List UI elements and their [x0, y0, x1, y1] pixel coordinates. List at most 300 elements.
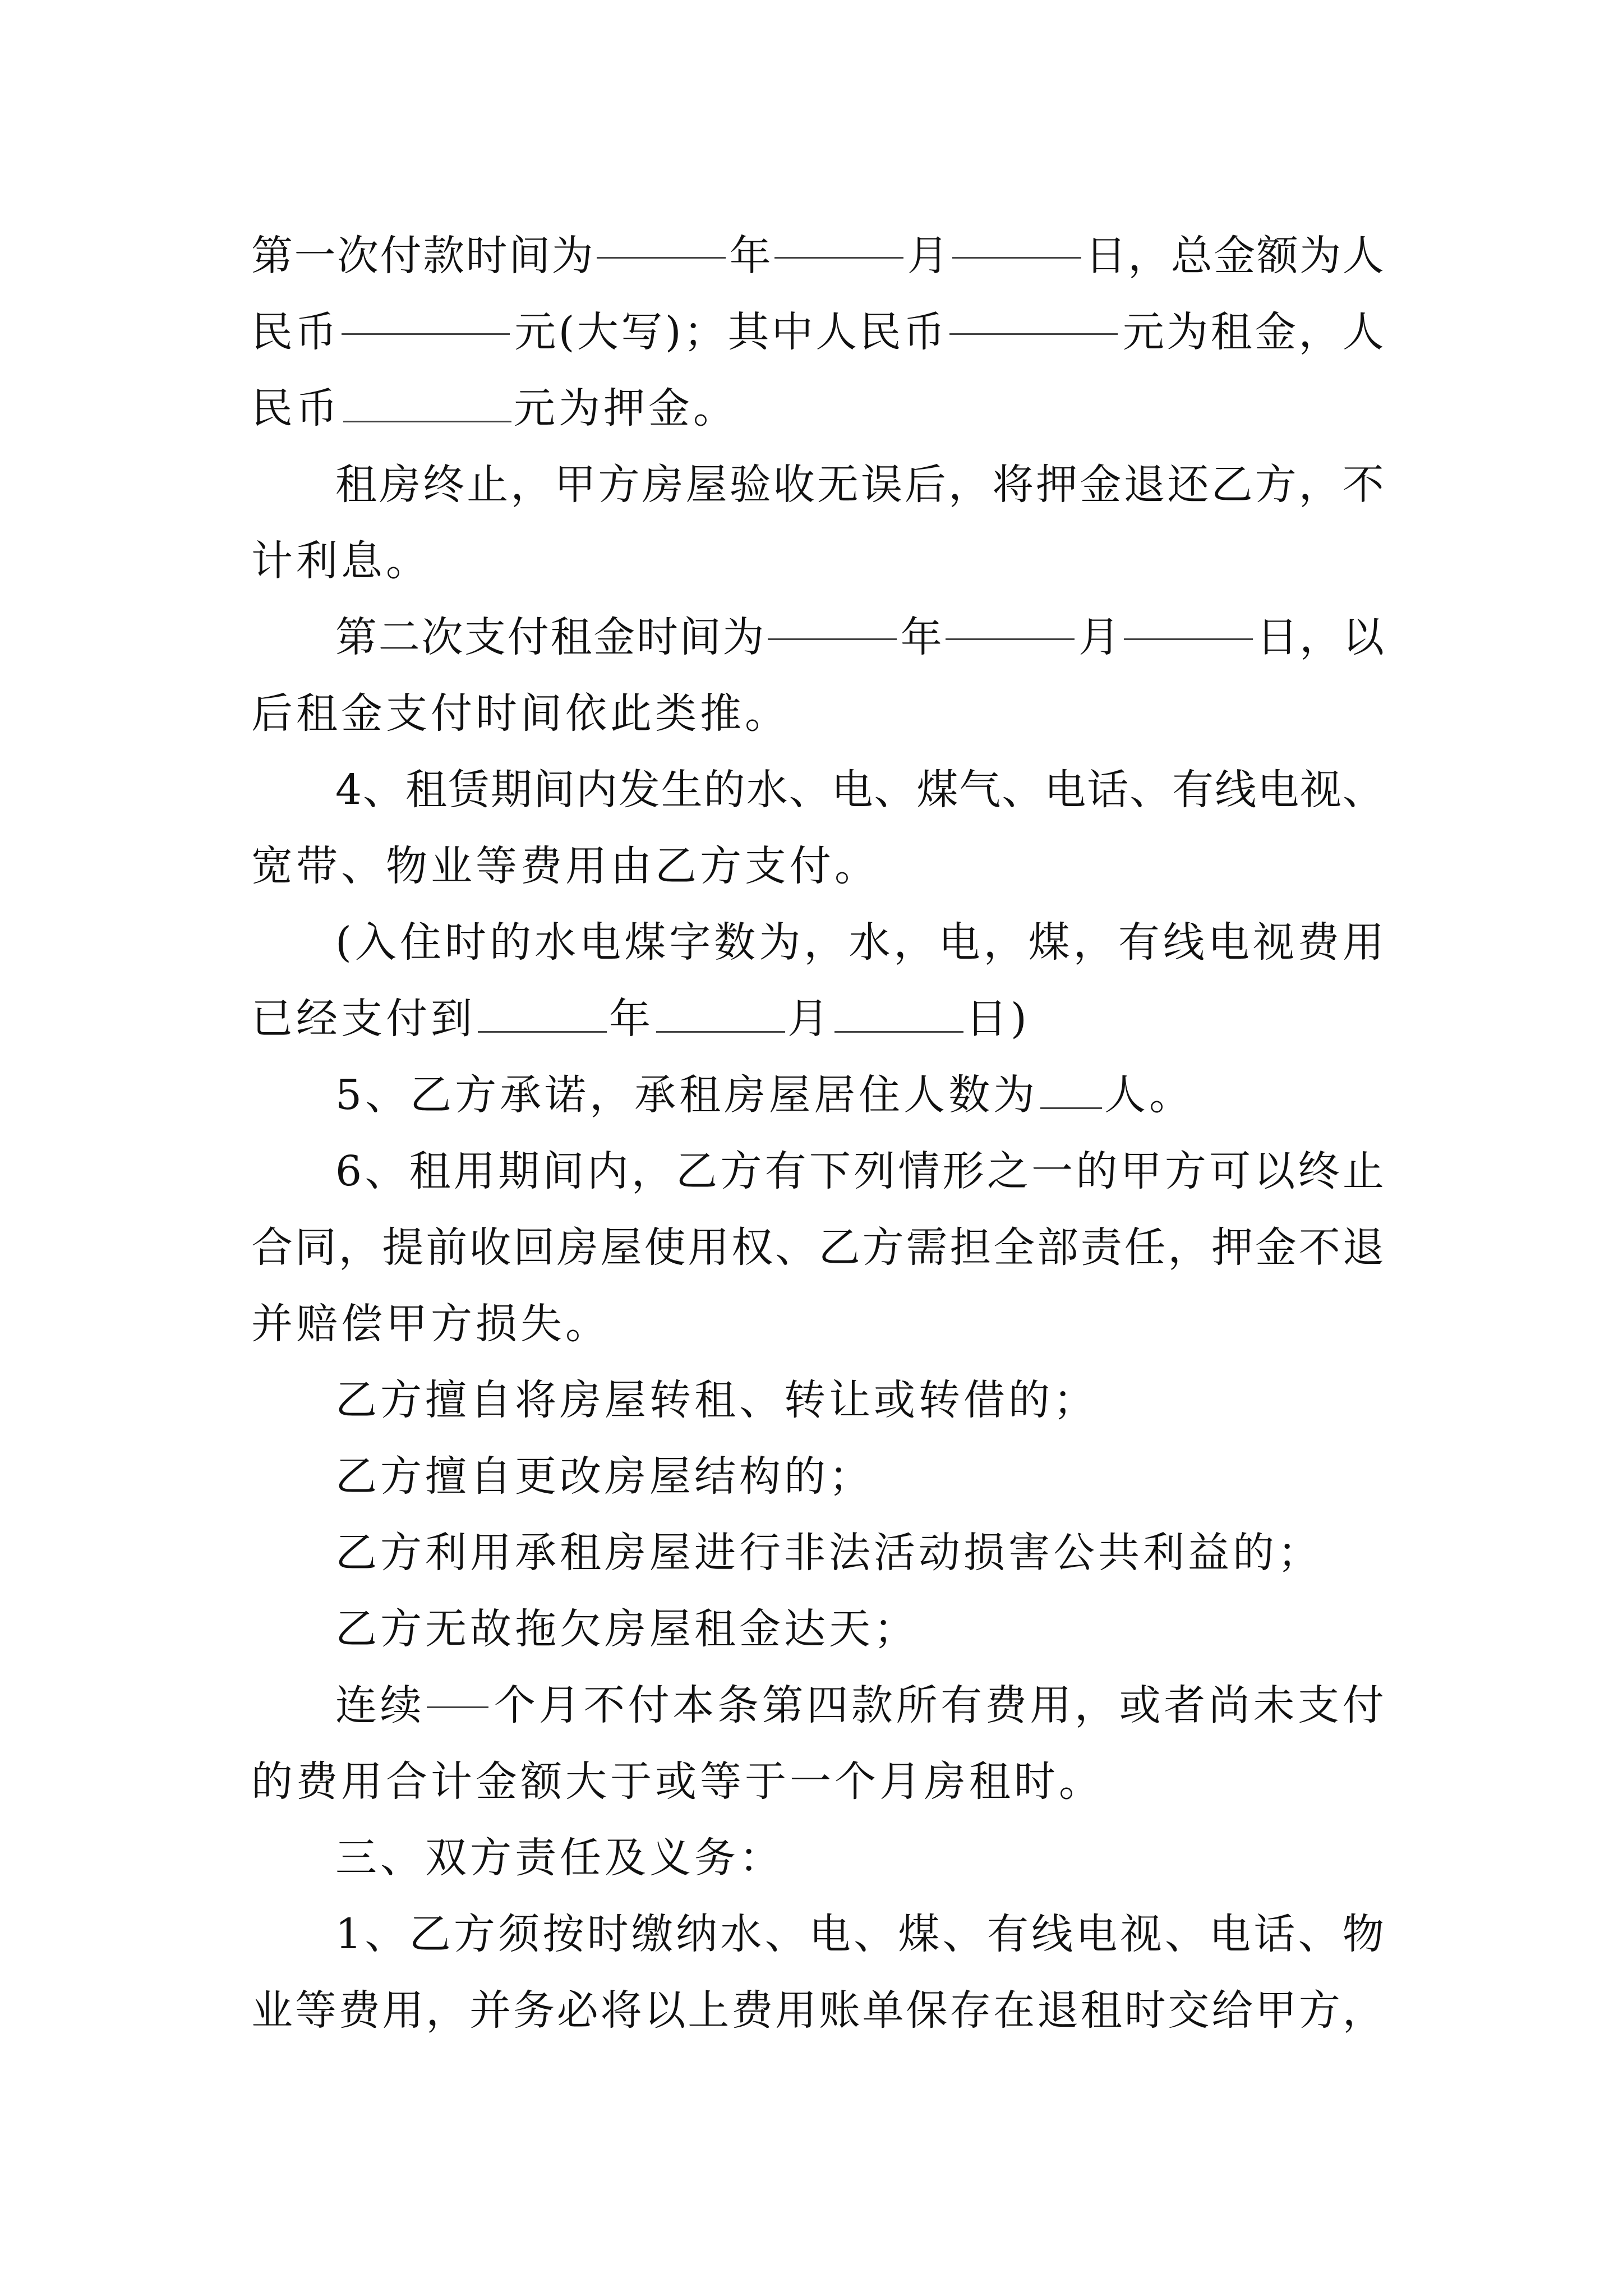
text-char: 等: [294, 1986, 336, 2035]
text-char: 上: [688, 1986, 730, 2035]
text-char: 话: [1253, 1910, 1295, 1958]
fill-in-blank: [597, 218, 726, 259]
text-char: 人: [1342, 308, 1384, 356]
text-char: 乙: [676, 1147, 718, 1195]
text-char: 中: [771, 308, 813, 356]
fill-in-blank: [342, 294, 510, 335]
text-char: 押: [1211, 1223, 1253, 1272]
text-char: 4: [335, 766, 362, 814]
text-segment: 乙方利用承租房屋进行非法活动损害公共利益的；: [335, 1529, 1322, 1577]
text-segment: 人。: [1104, 1071, 1195, 1119]
text-char: 、: [874, 766, 916, 814]
text-char: 方: [1164, 1147, 1206, 1195]
text-char: 物: [1342, 1910, 1384, 1958]
text-char: 、: [774, 1223, 817, 1272]
text-char: 缴: [631, 1910, 673, 1958]
text-char: 甲: [554, 461, 596, 509]
text-char: 费: [338, 1986, 380, 2035]
document-body: [251, 218, 1384, 2049]
text-char: 的: [1076, 1147, 1118, 1195]
text-char: 生: [661, 766, 703, 814]
fill-in-blank: [768, 599, 897, 640]
text-char: 用: [688, 1223, 730, 1272]
text-char: 月: [907, 232, 949, 280]
text-char: 第: [335, 613, 377, 661]
text-char: 可: [1209, 1147, 1251, 1195]
text-char: 验: [729, 461, 771, 509]
text-char: 时: [445, 918, 487, 967]
text-char: 金: [1255, 1223, 1297, 1272]
text-char: 回: [513, 1223, 555, 1272]
text-char: 收: [773, 461, 815, 509]
text-char: 间: [533, 766, 575, 814]
text-char: 第: [251, 232, 293, 280]
text-line: [251, 370, 1384, 447]
text-char: 有: [764, 1147, 806, 1195]
text-char: 的: [490, 918, 532, 967]
text-char: ，: [1299, 613, 1341, 661]
text-char: 话: [1087, 766, 1129, 814]
text-char: 水: [534, 918, 577, 967]
text-char: 不: [1298, 1223, 1340, 1272]
text-char: (: [335, 918, 352, 967]
text-char: 电: [579, 918, 621, 967]
text-char: 一: [1031, 1147, 1073, 1195]
text-char: ；: [684, 308, 725, 356]
text-line: [251, 1362, 1384, 1438]
text-segment: 月: [787, 995, 832, 1043]
text-char: 民: [251, 308, 293, 356]
text-char: 以: [1342, 613, 1384, 661]
text-char: 所: [896, 1681, 938, 1729]
text-char: 为: [722, 613, 764, 661]
text-char: 线: [1215, 766, 1257, 814]
text-char: 有: [1118, 918, 1160, 967]
text-char: 情: [898, 1147, 940, 1195]
text-char: 、: [942, 1910, 984, 1958]
text-char: 必: [556, 1986, 598, 2035]
text-line: [251, 752, 1384, 828]
text-char: 年: [900, 613, 942, 661]
text-char: 有: [986, 1910, 1029, 1958]
text-char: 时: [587, 1910, 629, 1958]
text-char: 电: [1076, 1910, 1118, 1958]
text-char: 视: [1252, 918, 1294, 967]
text-char: 租: [1210, 308, 1252, 356]
text-char: ，: [1075, 1681, 1116, 1729]
text-line: [251, 981, 1384, 1057]
text-char: 甲: [1120, 1147, 1162, 1195]
text-char: 额: [1256, 232, 1298, 280]
text-line: [251, 599, 1384, 675]
text-char: 线: [1031, 1910, 1073, 1958]
text-segment: 元为押金。: [514, 384, 738, 432]
text-char: 未: [1253, 1681, 1295, 1729]
text-char: 日: [1085, 232, 1127, 280]
text-char: 视: [1120, 1910, 1162, 1958]
text-char: ，: [1342, 1986, 1384, 2035]
text-char: 民: [859, 308, 901, 356]
text-char: 付: [628, 1681, 670, 1729]
text-char: 、: [789, 766, 831, 814]
text-char: 条: [717, 1681, 759, 1729]
fill-in-blank: [952, 218, 1081, 259]
text-line: [251, 1972, 1384, 2049]
text-char: 不: [583, 1681, 625, 1729]
text-char: 给: [1211, 1986, 1253, 2035]
text-char: ，: [338, 1223, 380, 1272]
text-char: 用: [382, 1986, 424, 2035]
text-char: 房: [556, 1223, 598, 1272]
text-char: 费: [1297, 918, 1339, 967]
text-char: 权: [731, 1223, 773, 1272]
text-char: 方: [453, 1910, 495, 1958]
text-char: 字: [669, 918, 711, 967]
text-char: 人: [815, 308, 857, 356]
text-char: 方: [1298, 1986, 1340, 2035]
fill-in-blank: [774, 218, 903, 259]
text-char: 退: [1036, 1986, 1078, 2035]
text-char: 电: [1209, 1910, 1251, 1958]
text-segment: 5、乙方承诺，承租房屋居住人数为: [335, 1071, 1039, 1119]
text-char: 、: [764, 1910, 806, 1958]
text-char: 期: [490, 766, 532, 814]
text-char: 费: [731, 1986, 773, 2035]
text-char: 列: [854, 1147, 896, 1195]
text-segment: 年: [609, 995, 654, 1043]
text-char: 款: [851, 1681, 893, 1729]
text-char: ，: [893, 918, 935, 967]
text-char: 续: [380, 1681, 422, 1729]
text-char: 内: [587, 1147, 629, 1195]
text-char: 线: [1163, 918, 1205, 967]
text-char: 有: [1172, 766, 1214, 814]
text-char: 租: [409, 1147, 451, 1195]
text-char: 1: [335, 1910, 362, 1958]
text-char: 终: [1298, 1147, 1340, 1195]
text-line: [251, 1515, 1384, 1591]
text-char: 金: [1080, 461, 1122, 509]
text-char: 务: [513, 1986, 555, 2035]
text-char: 费: [985, 1681, 1027, 1729]
text-char: 次: [337, 232, 379, 280]
text-char: 用: [774, 1986, 817, 2035]
text-char: 单: [862, 1986, 904, 2035]
text-char: 金: [593, 613, 635, 661]
text-char: 提: [382, 1223, 424, 1272]
fill-in-blank: [1040, 1068, 1102, 1109]
text-char: 为: [759, 918, 801, 967]
text-char: 、: [1342, 766, 1384, 814]
text-char: 全: [993, 1223, 1035, 1272]
text-char: 时: [636, 613, 678, 661]
text-line: [251, 1438, 1384, 1515]
text-char: 期: [498, 1147, 540, 1195]
text-char: 尚: [1208, 1681, 1250, 1729]
text-char: 以: [644, 1986, 686, 2035]
text-line: [251, 294, 1384, 370]
fill-in-blank: [946, 599, 1075, 640]
text-line: [251, 1133, 1384, 1209]
text-line: [251, 904, 1384, 981]
text-char: 四: [806, 1681, 849, 1729]
text-char: 大: [577, 308, 619, 356]
text-char: 元: [1122, 308, 1164, 356]
text-char: 间: [509, 232, 551, 280]
text-char: 形: [942, 1147, 984, 1195]
text-char: 需: [906, 1223, 948, 1272]
text-char: ，: [1168, 1223, 1210, 1272]
text-char: 电: [1044, 766, 1086, 814]
text-char: 部: [1036, 1223, 1078, 1272]
text-char: 间: [679, 613, 721, 661]
text-char: 、: [854, 1910, 896, 1958]
text-char: 水: [746, 766, 788, 814]
text-char: 电: [809, 1910, 851, 1958]
text-char: 任: [1124, 1223, 1166, 1272]
text-char: 收: [469, 1223, 511, 1272]
text-char: 金: [1255, 308, 1297, 356]
text-char: 煤: [898, 1910, 940, 1958]
text-char: ，: [1298, 461, 1340, 509]
text-char: 二: [378, 613, 420, 661]
text-line: [251, 1591, 1384, 1667]
text-char: 业: [251, 1986, 293, 2035]
text-char: 支: [464, 613, 506, 661]
text-char: 为: [1166, 308, 1209, 356]
text-char: 付: [380, 232, 422, 280]
text-char: 终: [423, 461, 465, 509]
text-char: 方: [720, 1147, 762, 1195]
fill-in-blank: [949, 294, 1118, 335]
text-char: 发: [618, 766, 660, 814]
text-char: 之: [986, 1147, 1029, 1195]
text-line: [251, 1209, 1384, 1286]
text-char: 止: [467, 461, 509, 509]
text-char: 、: [1298, 1910, 1340, 1958]
text-char: ): [665, 308, 681, 356]
text-char: 押: [1036, 461, 1078, 509]
text-char: 止: [1342, 1147, 1384, 1195]
text-char: ，: [804, 918, 846, 967]
text-char: ，: [510, 461, 552, 509]
text-char: 一: [294, 232, 336, 280]
text-char: 方: [1255, 461, 1297, 509]
fill-in-blank: [1124, 599, 1253, 640]
text-char: 账: [818, 1986, 860, 2035]
text-char: 下: [809, 1147, 851, 1195]
text-char: 退: [1342, 1223, 1384, 1272]
text-char: 的: [703, 766, 745, 814]
text-char: 6: [335, 1147, 362, 1195]
text-char: 电: [1257, 766, 1299, 814]
text-line: [251, 675, 1384, 752]
text-char: ，: [1298, 308, 1340, 356]
text-segment: 乙方无故拖欠房屋租金达天；: [335, 1605, 919, 1653]
text-char: 方: [598, 461, 640, 509]
text-line: [251, 1820, 1384, 1896]
text-line: [251, 447, 1384, 523]
text-char: 将: [600, 1986, 642, 2035]
text-segment: 宽带、物业等费用由乙方支付。: [251, 842, 879, 890]
text-char: 电: [831, 766, 873, 814]
text-char: 、: [1002, 766, 1044, 814]
text-char: 总: [1170, 232, 1212, 280]
text-char: 煤: [1028, 918, 1070, 967]
text-char: 付: [507, 613, 549, 661]
text-char: 乙: [818, 1223, 860, 1272]
text-char: 时: [1124, 1986, 1166, 2035]
text-char: 须: [498, 1910, 540, 1958]
text-segment: 乙方擅自将房屋转租、转让或转借的；: [335, 1376, 1098, 1424]
text-char: 月: [538, 1681, 580, 1729]
text-line: [251, 1743, 1384, 1820]
text-char: 同: [294, 1223, 336, 1272]
text-char: 内: [575, 766, 617, 814]
text-char: 人: [1342, 232, 1384, 280]
text-line: [251, 828, 1384, 904]
text-char: ，: [1073, 918, 1115, 967]
text-char: 乙: [1211, 461, 1253, 509]
text-char: 并: [469, 1986, 511, 2035]
text-char: 时: [465, 232, 508, 280]
text-char: 月: [1078, 613, 1121, 661]
text-char: 租: [550, 613, 592, 661]
text-char: 用: [1342, 918, 1384, 967]
text-char: 数: [714, 918, 756, 967]
text-char: 或: [1119, 1681, 1161, 1729]
text-char: 存: [949, 1986, 992, 2035]
text-char: 写: [621, 308, 663, 356]
text-char: 退: [1123, 461, 1165, 509]
text-segment: 日): [966, 995, 1030, 1043]
text-char: 电: [1207, 918, 1249, 967]
text-char: 甲: [1255, 1986, 1297, 2035]
text-char: 使: [644, 1223, 686, 1272]
text-char: 租: [1080, 1986, 1122, 2035]
text-char: 电: [938, 918, 980, 967]
text-segment: 后租金支付时间依此类推。: [251, 689, 790, 738]
text-char: 纳: [676, 1910, 718, 1958]
text-char: 次: [421, 613, 463, 661]
text-char: 房: [379, 461, 421, 509]
text-char: (: [558, 308, 575, 356]
text-char: 在: [993, 1986, 1035, 2035]
text-line: [251, 1667, 1384, 1743]
text-line: [251, 218, 1384, 294]
text-line: [251, 1896, 1384, 1972]
text-char: 用: [1030, 1681, 1072, 1729]
text-char: 为: [1299, 232, 1341, 280]
text-char: ，: [983, 918, 1025, 967]
text-char: 合: [251, 1223, 293, 1272]
text-char: 间: [542, 1147, 584, 1195]
fill-in-blank: [427, 1667, 488, 1708]
text-line: [251, 1286, 1384, 1362]
text-segment: 三、双方责任及义务：: [335, 1834, 784, 1882]
text-char: 煤: [624, 918, 666, 967]
text-char: 担: [949, 1223, 992, 1272]
text-char: 房: [642, 461, 684, 509]
text-segment: 民币: [251, 384, 341, 432]
text-char: 为: [551, 232, 593, 280]
text-char: 、: [363, 766, 405, 814]
text-char: 还: [1167, 461, 1209, 509]
text-char: 币: [295, 308, 337, 356]
text-char: 用: [453, 1147, 495, 1195]
text-char: 交: [1168, 1986, 1210, 2035]
text-char: 按: [542, 1910, 584, 1958]
text-char: 前: [426, 1223, 468, 1272]
text-char: 方: [862, 1223, 904, 1272]
text-line: [251, 523, 1384, 599]
text-segment: 已经支付到: [251, 995, 476, 1043]
text-char: 赁: [448, 766, 490, 814]
text-char: 元: [514, 308, 556, 356]
text-char: ，: [1128, 232, 1170, 280]
text-char: 责: [1080, 1223, 1122, 1272]
text-char: 金: [1214, 232, 1256, 280]
text-char: 后: [905, 461, 947, 509]
text-char: 租: [405, 766, 447, 814]
fill-in-blank: [656, 992, 785, 1033]
text-char: 支: [1298, 1681, 1340, 1729]
fill-in-blank: [834, 992, 963, 1033]
text-char: 个: [494, 1681, 536, 1729]
text-segment: 计利息。: [251, 537, 431, 585]
text-char: 本: [672, 1681, 714, 1729]
text-char: 气: [959, 766, 1001, 814]
text-char: 款: [423, 232, 465, 280]
text-char: 屋: [600, 1223, 642, 1272]
text-char: 入: [354, 918, 396, 967]
text-char: 日: [1256, 613, 1298, 661]
text-char: ，: [631, 1147, 673, 1195]
text-char: 保: [906, 1986, 948, 2035]
text-char: 误: [860, 461, 902, 509]
text-char: 、: [365, 1147, 407, 1195]
text-char: 视: [1300, 766, 1342, 814]
text-char: 者: [1164, 1681, 1206, 1729]
text-char: 连: [335, 1681, 377, 1729]
text-char: 水: [849, 918, 891, 967]
text-char: 租: [335, 461, 377, 509]
text-char: 以: [1253, 1147, 1295, 1195]
text-char: 乙: [409, 1910, 451, 1958]
text-char: 水: [720, 1910, 762, 1958]
text-char: 无: [817, 461, 859, 509]
text-char: 、: [1164, 1910, 1206, 1958]
text-char: 币: [903, 308, 946, 356]
fill-in-blank: [343, 381, 511, 422]
text-char: 第: [762, 1681, 804, 1729]
text-segment: 并赔偿甲方损失。: [251, 1300, 610, 1348]
text-char: ，: [948, 461, 990, 509]
text-char: 其: [727, 308, 769, 356]
text-char: 年: [729, 232, 771, 280]
text-char: 付: [1342, 1681, 1384, 1729]
text-char: ，: [426, 1986, 468, 2035]
text-char: 煤: [916, 766, 958, 814]
text-char: 将: [992, 461, 1034, 509]
text-segment: 的费用合计金额大于或等于一个月房租时。: [251, 1757, 1104, 1806]
text-char: 、: [1129, 766, 1172, 814]
fill-in-blank: [478, 992, 607, 1033]
text-char: 屋: [685, 461, 727, 509]
text-char: 有: [940, 1681, 983, 1729]
text-segment: 乙方擅自更改房屋结构的；: [335, 1452, 874, 1501]
text-char: 不: [1342, 461, 1384, 509]
